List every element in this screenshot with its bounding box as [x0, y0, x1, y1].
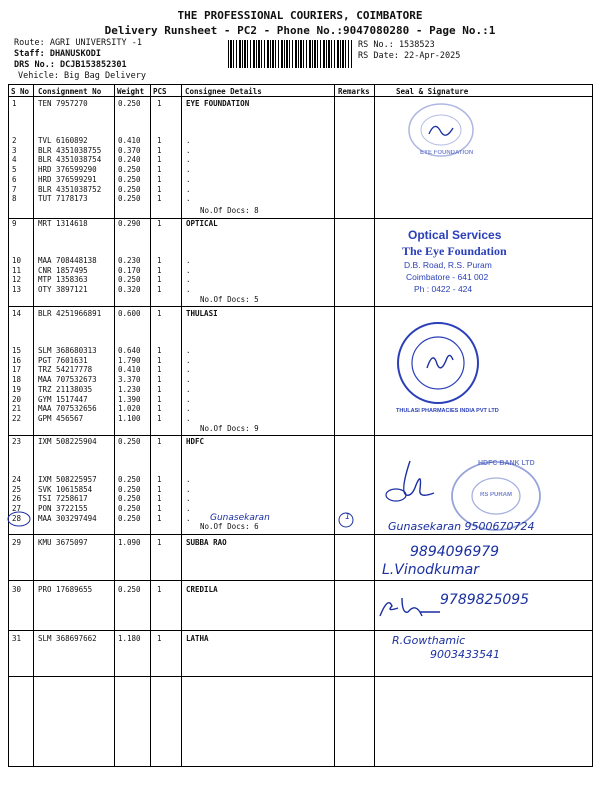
row-dot-marker: . [186, 165, 191, 175]
row-sno: 6 [12, 174, 17, 184]
rs-number: RS No.: 1538523 [358, 40, 435, 50]
row-weight: 1.090 [118, 538, 141, 547]
docs-count: No.Of Docs: 6 [200, 522, 259, 531]
row-pcs: 1 [157, 585, 162, 594]
row-dot-marker: . [186, 513, 191, 523]
row-sno: 26 [12, 494, 22, 504]
row-consignment-no: BLR 4351038754 [38, 155, 102, 165]
rs-date: RS Date: 22-Apr-2025 [358, 51, 461, 61]
row-sno: 13 [12, 285, 22, 295]
row-weight: 0.250 [118, 504, 141, 514]
row-dot-marker: . [186, 285, 191, 295]
row-consignment-no: GPM 456567 [38, 413, 84, 423]
row-sno: 5 [12, 165, 17, 175]
row-pcs: 1 [157, 404, 162, 414]
row-consignment-no: TUT 7178173 [38, 194, 88, 204]
row-consignment-no: TEN 7957270 [38, 99, 88, 108]
remark-mark: 1 [345, 512, 351, 521]
group-divider [8, 306, 592, 307]
row-dot-marker: . [186, 494, 191, 504]
row-pcs: 1 [157, 484, 162, 494]
row-dot-marker: . [186, 275, 191, 285]
group-divider [8, 534, 592, 535]
row-weight: 0.320 [118, 285, 141, 295]
docs-count: No.Of Docs: 5 [200, 295, 259, 304]
row-weight: 0.640 [118, 346, 141, 355]
row-consignment-no: PGT 7601631 [38, 355, 88, 365]
row-sno: 23 [12, 437, 22, 446]
row-sno: 27 [12, 504, 22, 514]
row-dot-marker: . [186, 365, 191, 375]
consignee-name: EYE FOUNDATION [186, 99, 250, 108]
row-weight: 0.250 [118, 184, 141, 194]
row-weight: 1.230 [118, 384, 141, 394]
row-consignment-no: HRD 376599291 [38, 174, 97, 184]
hdfc-receiver-name: Gunasekaran [210, 513, 270, 523]
row-dot-marker: . [186, 394, 191, 404]
hdfc-stamp-text: HDFC BANK LTD [478, 460, 535, 467]
row-sno: 22 [12, 413, 22, 423]
row-sno: 20 [12, 394, 22, 404]
row-dot-marker: . [186, 256, 191, 265]
row-pcs: 1 [157, 634, 162, 643]
latha-signature: R.Gowthamic [392, 634, 466, 647]
credila-phone: 9789825095 [440, 592, 530, 608]
optical-stamp-line3: D.B. Road, R.S. Puram [404, 260, 492, 270]
row-dot-marker: . [186, 155, 191, 165]
vehicle: Vehicle: Big Bag Delivery [18, 71, 146, 81]
row-dot-marker: . [186, 404, 191, 414]
row-consignment-no: KMU 3675097 [38, 538, 88, 547]
row-weight: 0.250 [118, 475, 141, 484]
row-weight: 0.240 [118, 155, 141, 165]
row-weight: 0.600 [118, 309, 141, 318]
row-sno: 9 [12, 219, 17, 228]
row-consignment-no: SLM 368697662 [38, 634, 97, 643]
row-sno: 24 [12, 475, 22, 484]
row-weight: 1.100 [118, 413, 141, 423]
row-pcs: 1 [157, 194, 162, 204]
company-title: THE PROFESSIONAL COURIERS, COIMBATORE [177, 9, 423, 22]
optical-stamp-line2: The Eye Foundation [402, 244, 507, 258]
row-pcs: 1 [157, 256, 162, 265]
thulasi-stamp-text: THULASI PHARMACIES INDIA PVT LTD [396, 408, 499, 414]
staff: Staff: DHANUSKODI [14, 49, 101, 59]
group-divider [8, 676, 592, 677]
row-weight: 0.250 [118, 585, 141, 594]
group-divider [8, 630, 592, 631]
row-sno: 28 [12, 513, 22, 523]
group-divider [8, 435, 592, 436]
row-sno: 7 [12, 184, 17, 194]
docs-count: No.Of Docs: 8 [200, 206, 259, 215]
row-sno: 12 [12, 275, 22, 285]
row-weight: 1.180 [118, 634, 141, 643]
runsheet-title: Delivery Runsheet - PC2 - Phone No.:9047080280 - Page No.:1 [104, 24, 496, 37]
row-pcs: 1 [157, 145, 162, 155]
consignee-name: CREDILA [186, 585, 218, 594]
row-consignment-no: IXM 508225957 [38, 475, 97, 484]
row-pcs: 1 [157, 165, 162, 175]
row-pcs: 1 [157, 538, 162, 547]
row-sno: 17 [12, 365, 22, 375]
col-header-weight: Weight [117, 87, 145, 96]
optical-stamp-line1: Optical Services [408, 228, 502, 242]
row-pcs: 1 [157, 365, 162, 375]
row-consignment-no: BLR 4251966891 [38, 309, 102, 318]
row-sno: 29 [12, 538, 22, 547]
row-sno: 30 [12, 585, 22, 594]
row-weight: 0.250 [118, 174, 141, 184]
row-sno: 3 [12, 145, 17, 155]
group-divider [8, 580, 592, 581]
row-consignment-no: CNR 1857495 [38, 265, 88, 275]
row-weight: 0.250 [118, 194, 141, 204]
row-consignment-no: MAA 707532656 [38, 404, 97, 414]
row-weight: 0.170 [118, 265, 141, 275]
row-pcs: 1 [157, 384, 162, 394]
row-consignment-no: BLR 4351038755 [38, 145, 102, 155]
row-weight: 0.250 [118, 165, 141, 175]
row-sno: 10 [12, 256, 22, 265]
thulasi-round-stamp [395, 320, 481, 406]
row-consignment-no: GYM 1517447 [38, 394, 88, 404]
row-pcs: 1 [157, 437, 162, 446]
consignee-name: SUBBA RAO [186, 538, 227, 547]
row-dot-marker: . [186, 265, 191, 275]
row-dot-marker: . [186, 355, 191, 365]
hdfc-stamp-center: RS PURAM [480, 492, 513, 498]
row-pcs: 1 [157, 346, 162, 355]
row-dot-marker: . [186, 375, 191, 385]
row-sno: 8 [12, 194, 17, 204]
col-header-sno: S No [11, 87, 30, 96]
row-weight: 0.250 [118, 437, 141, 446]
consignee-name: HDFC [186, 437, 205, 446]
row-weight: 0.250 [118, 275, 141, 285]
row-sno: 21 [12, 404, 22, 414]
row-dot-marker: . [186, 184, 191, 194]
row-weight: 1.790 [118, 355, 141, 365]
row-pcs: 1 [157, 285, 162, 295]
consignee-name: OPTICAL [186, 219, 218, 228]
group-divider [8, 218, 592, 219]
row-consignment-no: TVL 6160892 [38, 136, 88, 145]
row-weight: 0.410 [118, 365, 141, 375]
row-pcs: 1 [157, 219, 162, 228]
col-header-consignee: Consignee Details [185, 87, 262, 96]
latha-phone: 9003433541 [430, 648, 500, 661]
row-sno: 15 [12, 346, 22, 355]
row-dot-marker: . [186, 346, 191, 355]
row-consignment-no: TRZ 54217778 [38, 365, 93, 375]
row-pcs: 1 [157, 513, 162, 523]
row-pcs: 1 [157, 275, 162, 285]
consignee-name: THULASI [186, 309, 218, 318]
row-pcs: 1 [157, 155, 162, 165]
row-consignment-no: MRT 1314618 [38, 219, 88, 228]
row-dot-marker: . [186, 174, 191, 184]
row-dot-marker: . [186, 194, 191, 204]
route: Route: AGRI UNIVERSITY -1 [14, 38, 142, 48]
row-pcs: 1 [157, 394, 162, 404]
row-consignment-no: MTP 1358363 [38, 275, 88, 285]
row-consignment-no: PON 3722155 [38, 504, 88, 514]
row-pcs: 1 [157, 174, 162, 184]
row-dot-marker: . [186, 145, 191, 155]
row-pcs: 1 [157, 504, 162, 514]
row-sno: 25 [12, 484, 22, 494]
row-sno: 16 [12, 355, 22, 365]
row-pcs: 1 [157, 184, 162, 194]
col-header-pcs: PCS [153, 87, 167, 96]
row-sno: 31 [12, 634, 22, 643]
row-consignment-no: TRZ 21138035 [38, 384, 93, 394]
row-pcs: 1 [157, 355, 162, 365]
row-consignment-no: BLR 4351038752 [38, 184, 102, 194]
row-consignment-no: TSI 7258617 [38, 494, 88, 504]
hdfc-signature-text: Gunasekaran 9500670724 [388, 520, 535, 533]
col-header-remarks: Remarks [338, 87, 370, 96]
row-sno: 1 [12, 99, 17, 108]
row-consignment-no: SVK 10615854 [38, 484, 93, 494]
row-weight: 0.250 [118, 494, 141, 504]
row-28-circle-mark [6, 510, 34, 528]
row-weight: 0.410 [118, 136, 141, 145]
row-pcs: 1 [157, 494, 162, 504]
row-weight: 0.250 [118, 99, 141, 108]
row-consignment-no: MAA 708448138 [38, 256, 97, 265]
eye-foundation-stamp-text: EYE FOUNDATION [420, 150, 474, 156]
row-dot-marker: . [186, 413, 191, 423]
row-consignment-no: MAA 303297494 [38, 513, 97, 523]
row-weight: 0.230 [118, 256, 141, 265]
row-weight: 0.370 [118, 145, 141, 155]
row-pcs: 1 [157, 99, 162, 108]
row-weight: 1.020 [118, 404, 141, 414]
row-dot-marker: . [186, 504, 191, 514]
row-pcs: 1 [157, 265, 162, 275]
row-sno: 18 [12, 375, 22, 385]
row-dot-marker: . [186, 484, 191, 494]
col-header-seal: Seal & Signature [396, 87, 469, 96]
row-consignment-no: PRO 17689655 [38, 585, 93, 594]
hdfc-signature-scribble [380, 455, 440, 505]
optical-stamp-line4: Coimbatore - 641 002 [406, 272, 489, 282]
row-sno: 4 [12, 155, 17, 165]
row-consignment-no: SLM 368680313 [38, 346, 97, 355]
row-sno: 2 [12, 136, 17, 145]
subba-rao-phone: 9894096979 [410, 544, 500, 560]
row-weight: 1.390 [118, 394, 141, 404]
row-pcs: 1 [157, 475, 162, 484]
row-consignment-no: MAA 707532673 [38, 375, 97, 385]
row-pcs: 1 [157, 413, 162, 423]
row-consignment-no: IXM 508225904 [38, 437, 97, 446]
subba-rao-signature: L.Vinodkumar [382, 562, 479, 578]
row-consignment-no: HRD 376599290 [38, 165, 97, 175]
row-pcs: 1 [157, 136, 162, 145]
row-weight: 0.250 [118, 513, 141, 523]
docs-count: No.Of Docs: 9 [200, 424, 259, 433]
col-header-consignment: Consignment No [38, 87, 102, 96]
drs-number: DRS No.: DCJB153852301 [14, 60, 127, 70]
consignee-name: LATHA [186, 634, 209, 643]
row-dot-marker: . [186, 475, 191, 484]
row-sno: 14 [12, 309, 22, 318]
row-pcs: 1 [157, 309, 162, 318]
row-sno: 11 [12, 265, 22, 275]
row-weight: 0.250 [118, 484, 141, 494]
row-weight: 3.370 [118, 375, 141, 385]
row-consignment-no: OTY 3897121 [38, 285, 88, 295]
credila-signature [376, 588, 446, 622]
row-weight: 0.290 [118, 219, 141, 228]
row-sno: 19 [12, 384, 22, 394]
row-pcs: 1 [157, 375, 162, 385]
optical-stamp-line5: Ph : 0422 - 424 [414, 284, 473, 294]
barcode [228, 40, 352, 68]
row-dot-marker: . [186, 136, 191, 145]
row-dot-marker: . [186, 384, 191, 394]
